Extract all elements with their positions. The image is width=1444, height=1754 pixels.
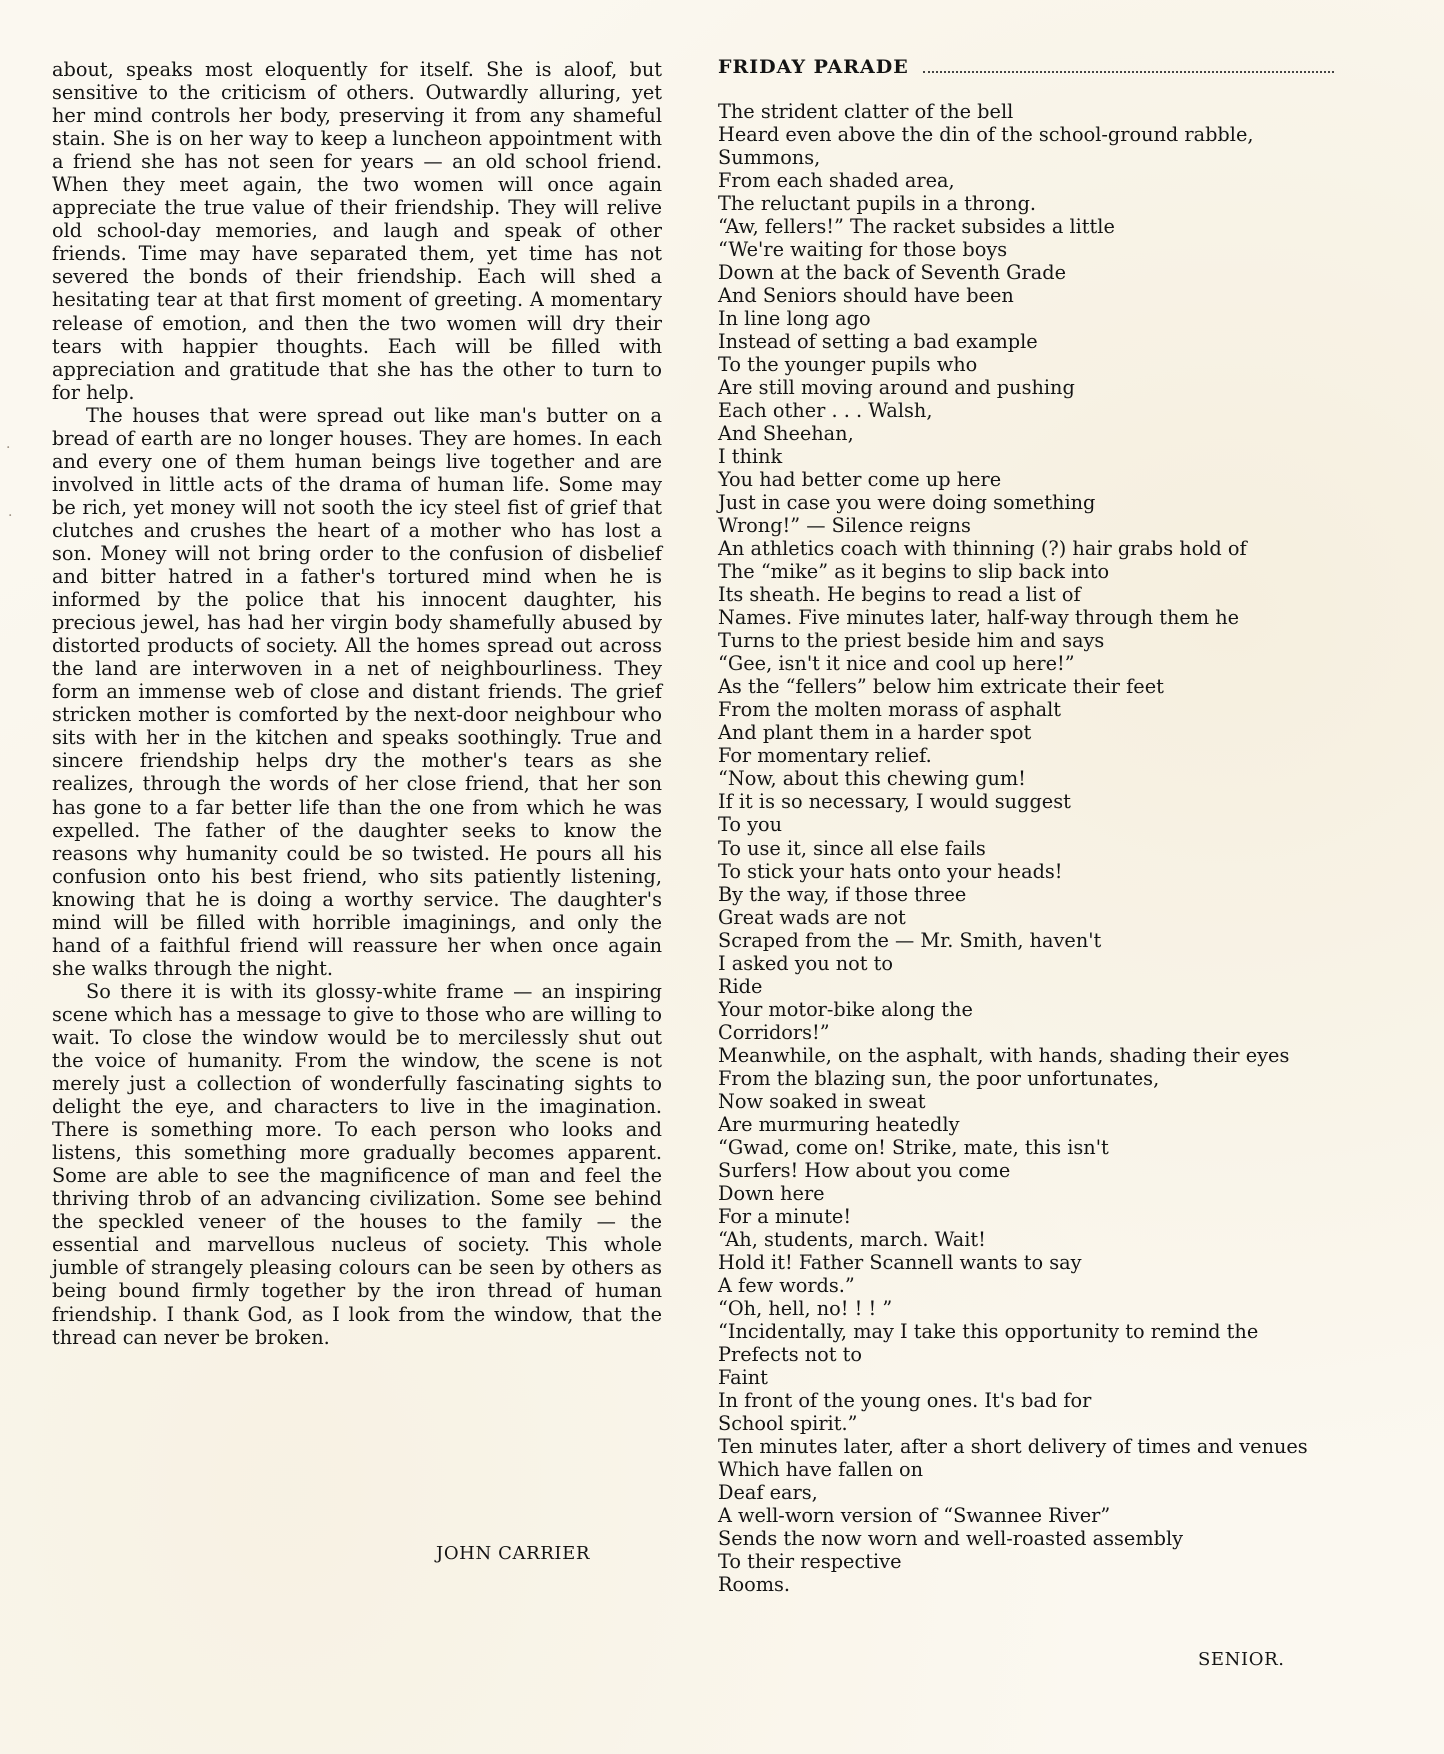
poem-line: Its sheath. He begins to read a list of bbox=[718, 583, 1081, 607]
dotted-leader bbox=[923, 57, 1334, 73]
poem-line: Sends the now worn and well-roasted assembly bbox=[718, 1526, 1184, 1550]
poem-line: Hold it! Father Scannell wants to say bbox=[718, 1250, 1082, 1274]
essay-column bbox=[52, 58, 662, 1349]
poem-line: To their respective bbox=[718, 1549, 902, 1573]
poem-line: I think bbox=[718, 445, 783, 469]
essay-paragraph-2: The houses that were spread out like man's butter on a bread of earth are no longer houses. They are homes. In each and every one of them human beings live together and are involved in little acts of the drama of human life. Some may be rich, yet money will not sooth the icy steel fist of grief that clutches and crushes the heart of a mother who has lost a son. Money will not bring order to the confusion of disbelief and bitter hatred in a father's tortured mind when he is informed by the police that his innocent daughter, his precious jewel, has had her virgin body shamefully abused by distorted products of society. All the homes spread out across the land are interwoven in a net of neighbourliness. They form an immense web of close and distant friends. The grief stricken mother is comforted by the next-door neighbour who sits with her in the kitchen and speaks soothingly. True and sincere friendship helps dry the mother's tears as she realizes, through the words of her close friend, that her son has gone to a far better life than the one from which he was expelled. The father of the daughter seeks to know the reasons why humanity could be so twisted. He pours all his confusion onto his best friend, who sits patiently listening, knowing that he is doing a worthy service. The daughter's mind will be filled with horrible imaginings, and only the hand of a faithful friend will reassure her when once again she walks through the night. bbox=[52, 403, 662, 980]
poem-line: “We're waiting for those boys bbox=[718, 238, 1008, 262]
poem-line: I asked you not to bbox=[718, 951, 894, 975]
poem-line: “Aw, fellers!” The racket subsides a little bbox=[718, 215, 1115, 239]
poem-author: SENIOR. bbox=[1198, 1649, 1285, 1670]
poem-line: Summons, bbox=[718, 146, 821, 170]
poem-line: Deaf ears, bbox=[718, 1480, 818, 1504]
poem-line: To stick your hats onto your heads! bbox=[718, 859, 1063, 883]
poem-line: Wrong!” — Silence reigns bbox=[718, 514, 971, 538]
poem-line: From each shaded area, bbox=[718, 169, 955, 193]
poem-line: The “mike” as it begins to slip back into bbox=[718, 560, 1110, 584]
poem-line: For a minute! bbox=[718, 1204, 852, 1228]
poem-line: Are murmuring heatedly bbox=[718, 1112, 960, 1136]
poem-line: A well-worn version of “Swannee River” bbox=[718, 1503, 1111, 1527]
poem-line: And Seniors should have been bbox=[718, 284, 1014, 308]
poem-line: Just in case you were doing something bbox=[718, 491, 1096, 515]
poem-line: In line long ago bbox=[718, 307, 871, 331]
poem-line: “Oh, hell, no! ! ! ” bbox=[718, 1296, 893, 1320]
poem-line: Ten minutes later, after a short delivery of times and venues bbox=[718, 1434, 1308, 1458]
poem-line: In front of the young ones. It's bad for bbox=[718, 1388, 1092, 1412]
poem-line: Down here bbox=[718, 1181, 825, 1205]
poem-line: Faint bbox=[718, 1365, 768, 1389]
poem-line: If it is so necessary, I would suggest bbox=[718, 790, 1071, 814]
poem-line: Ride bbox=[718, 974, 763, 998]
poem-title-row bbox=[718, 56, 1334, 88]
poem-column bbox=[718, 56, 1334, 1596]
poem-line: Heard even above the din of the school-ground rabble, bbox=[718, 123, 1254, 147]
poem-line: Each other . . . Walsh, bbox=[718, 399, 933, 423]
poem-title: FRIDAY PARADE bbox=[718, 56, 909, 78]
poem-line: The strident clatter of the bell bbox=[718, 100, 1014, 123]
poem-line: Down at the back of Seventh Grade bbox=[718, 261, 1067, 285]
poem-body bbox=[718, 100, 1334, 1596]
poem-line: You had better come up here bbox=[718, 468, 1002, 492]
poem-line: An athletics coach with thinning (?) hair grabs hold of bbox=[718, 537, 1247, 561]
poem-line: “Gee, isn't it nice and cool up here!” bbox=[718, 652, 1075, 676]
poem-line: From the molten morass of asphalt bbox=[718, 698, 1062, 722]
poem-line: By the way, if those three bbox=[718, 882, 967, 906]
poem-line: Meanwhile, on the asphalt, with hands, shading their eyes bbox=[718, 1043, 1290, 1067]
poem-line: School spirit.” bbox=[718, 1411, 858, 1435]
poem-line: “Incidentally, may I take this opportunity to remind the bbox=[718, 1319, 1259, 1343]
poem-line: And Sheehan, bbox=[718, 422, 854, 446]
poem-line: “Now, about this chewing gum! bbox=[718, 767, 1026, 791]
poem-line: To the younger pupils who bbox=[718, 353, 978, 377]
poem-line: For momentary relief. bbox=[718, 744, 932, 768]
poem-line: Turns to the priest beside him and says bbox=[718, 629, 1105, 653]
page-speck: · bbox=[6, 440, 11, 456]
poem-line: From the blazing sun, the poor unfortunates, bbox=[718, 1066, 1160, 1090]
essay-paragraph-3: So there it is with its glossy-white frame — an inspiring scene which has a message to give to those who are willing to wait. To close the window would be to mercilessly shut out the voice of humanity. From the window, the scene is not merely just a collection of wonderfully fascinating sights to delight the eye, and characters to live in the imagination. There is something more. To each person who looks and listens, this something more gradually becomes apparent. Some are able to see the magnificence of man and feel the thriving throb of an advancing civilization. Some see behind the speckled veneer of the houses to the family — the essential and marvellous nucleus of society. This whole jumble of strangely pleasing colours can be seen by others as being bound firmly together by the iron thread of human friendship. I thank God, as I look from the window, that the thread can never be broken. bbox=[52, 979, 662, 1349]
poem-line: Instead of setting a bad example bbox=[718, 330, 1038, 354]
poem-line: As the “fellers” below him extricate their feet bbox=[718, 675, 1164, 699]
poem-line: Are still moving around and pushing bbox=[718, 376, 1075, 400]
poem-line: Your motor-bike along the bbox=[718, 997, 973, 1021]
poem-line: Which have fallen on bbox=[718, 1457, 924, 1481]
poem-line: Surfers! How about you come bbox=[718, 1158, 1011, 1182]
poem-line: Prefects not to bbox=[718, 1342, 862, 1366]
poem-line: Scraped from the — Mr. Smith, haven't bbox=[718, 928, 1102, 952]
poem-line: “Gwad, come on! Strike, mate, this isn't bbox=[718, 1135, 1109, 1159]
poem-line: “Ah, students, march. Wait! bbox=[718, 1227, 986, 1251]
poem-line: Now soaked in sweat bbox=[718, 1089, 926, 1113]
poem-line: A few words.” bbox=[718, 1273, 855, 1297]
essay-author: JOHN CARRIER bbox=[436, 1543, 591, 1564]
poem-line: To you bbox=[718, 813, 783, 837]
poem-line: The reluctant pupils in a throng. bbox=[718, 192, 1037, 216]
page-speck: · bbox=[8, 508, 13, 524]
poem-line: Names. Five minutes later, half-way through them he bbox=[718, 606, 1240, 630]
poem-line: Corridors!” bbox=[718, 1020, 830, 1044]
essay-paragraph-1: about, speaks most eloquently for itself. She is aloof, but sensitive to the criticism of others. Outwardly alluring, yet her mind controls her body, preserving it from any shameful stain. She is on her way to keep a luncheon appointment with a friend she has not seen for years — an old school friend. When they meet again, the two women will once again appreciate the true value of their friendship. They will relive old school-day memories, and laugh and speak of other friends. Time may have separated them, yet time has not severed the bonds of their friendship. Each will shed a hesitating tear at that first moment of greeting. A momentary release of emotion, and then the two women will dry their tears with happier thoughts. Each will be filled with appreciation and gratitude that she has the other to turn to for help. bbox=[52, 58, 662, 404]
poem-line: Rooms. bbox=[718, 1573, 791, 1596]
poem-line: Great wads are not bbox=[718, 905, 906, 929]
poem-line: And plant them in a harder spot bbox=[718, 721, 1032, 745]
poem-line: To use it, since all else fails bbox=[718, 836, 986, 860]
